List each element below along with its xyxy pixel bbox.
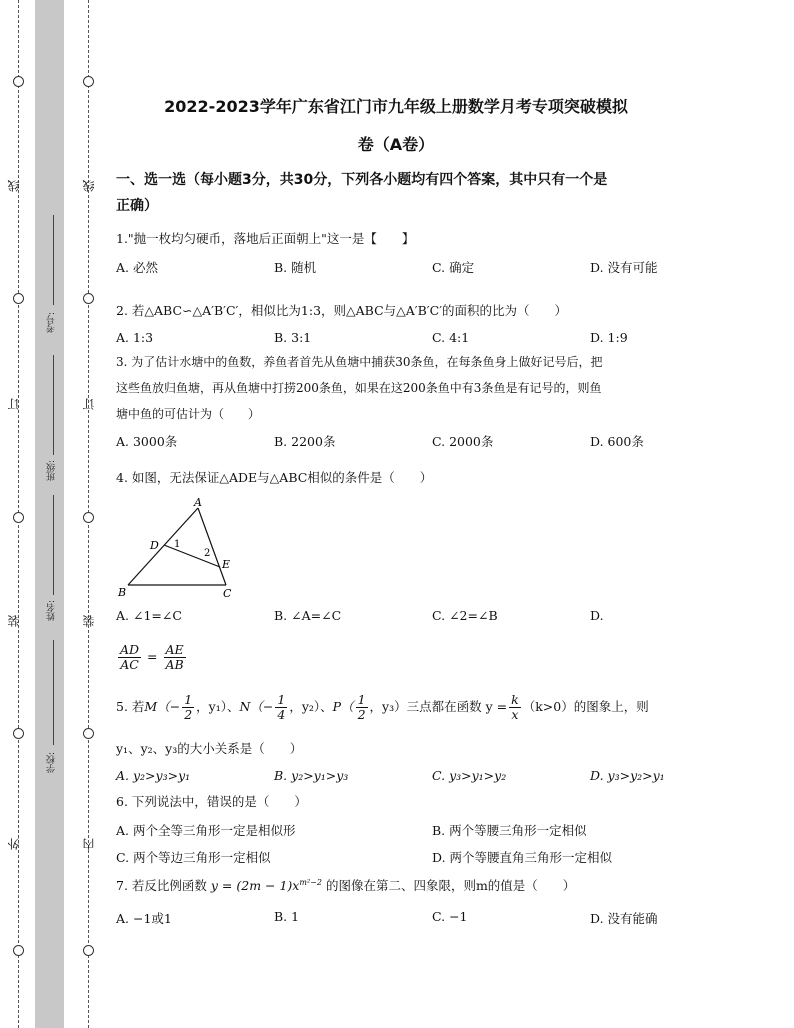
- q7-exponent: m²−2: [299, 877, 322, 887]
- option-b[interactable]: B. 3:1: [274, 330, 312, 345]
- question-3-text: [116, 349, 676, 427]
- angle-2-label: 2: [204, 548, 211, 559]
- binding-hole: [13, 293, 24, 304]
- name-field[interactable]: [53, 495, 54, 595]
- question-1-text: 1."抛一枚均匀硬币，落地后正面朝上"这一是【 】: [116, 231, 415, 246]
- vertex-d-label: D: [150, 539, 159, 552]
- exam-number-label: 考号:: [47, 312, 57, 334]
- option-b[interactable]: B. 随机: [274, 260, 317, 275]
- margin-label-outside: 外: [7, 838, 21, 850]
- fraction-numerator: AD: [120, 642, 140, 657]
- option-c[interactable]: C. −1: [432, 909, 468, 924]
- vertex-b-label: B: [118, 586, 127, 599]
- option-d-formula[interactable]: [116, 643, 188, 672]
- q5-point-p: P（: [332, 699, 354, 714]
- binding-hole: [83, 945, 94, 956]
- margin-label-line: 线: [82, 180, 96, 192]
- fraction-denominator: AC: [120, 657, 139, 672]
- question-4-text: 4. 如图，无法保证△ADE与△ABC相似的条件是（ ）: [116, 470, 433, 485]
- option-d[interactable]: D. 没有可能: [590, 260, 658, 275]
- option-b[interactable]: B. ∠A=∠C: [274, 608, 342, 623]
- fraction-denominator: x: [511, 707, 519, 722]
- fraction-numerator: 1: [184, 692, 193, 707]
- binding-hole: [83, 76, 94, 87]
- class-label: 班级:: [47, 460, 57, 482]
- q5-suffix: （k>0）的图象上，则: [522, 699, 649, 714]
- fraction-numerator: 1: [277, 692, 286, 707]
- question-6-options-row2: [116, 848, 676, 866]
- vertex-e-label: E: [222, 558, 231, 571]
- fraction-denominator: 4: [277, 707, 286, 722]
- fraction: [275, 693, 287, 722]
- question-3-line1: 3. 为了估计水塘中的鱼数，养鱼者首先从鱼塘中捕获30条鱼，在每条鱼身上做好记号后，把: [116, 355, 603, 369]
- fraction-denominator: 2: [184, 707, 193, 722]
- option-c[interactable]: C. 确定: [432, 260, 475, 275]
- q5-y1: ，y₁）、: [196, 699, 240, 714]
- page-title-line2: 卷（A卷）: [357, 135, 435, 154]
- binding-margin: [0, 0, 100, 1028]
- option-b[interactable]: B. y₂>y₁>y₃: [274, 768, 349, 783]
- option-d[interactable]: D. y₃>y₂>y₁: [590, 768, 665, 783]
- question-3-options: [116, 432, 676, 450]
- option-a[interactable]: A. 1:3: [116, 330, 154, 345]
- binding-hole: [83, 512, 94, 523]
- option-d[interactable]: D. 1:9: [590, 330, 628, 345]
- fraction-ad-ac: [118, 643, 141, 672]
- equals-sign: =: [147, 649, 158, 664]
- fraction-numerator: AE: [165, 642, 184, 657]
- margin-label-bind: 订: [7, 398, 21, 410]
- fraction-k-over-x: [509, 693, 521, 722]
- exam-number-field[interactable]: [53, 215, 54, 305]
- option-d[interactable]: D. 两个等腰直角三角形一定相似: [432, 850, 613, 865]
- margin-label-staple: 装: [7, 615, 21, 627]
- fraction-ae-ab: [164, 643, 186, 672]
- q5-point-n: N（−: [239, 699, 274, 714]
- margin-label-line: 线: [7, 180, 21, 192]
- fraction-numerator: k: [511, 692, 519, 707]
- question-2-text: 2. 若△ABC∽△A′B′C′，相似比为1:3，则△ABC与△A′B′C′的面积的比为（ ）: [116, 303, 568, 318]
- fraction-numerator: 1: [357, 692, 366, 707]
- option-c[interactable]: C. y₃>y₁>y₂: [432, 768, 507, 783]
- name-label: 姓名:: [47, 600, 57, 622]
- question-6-options-row1: [116, 821, 676, 839]
- binding-hole: [83, 728, 94, 739]
- margin-label-bind: 订: [82, 398, 96, 410]
- option-b[interactable]: B. 1: [274, 909, 300, 924]
- q5-y2: ，y₂）、: [289, 699, 333, 714]
- q7-suffix: 的图像在第二、四象限，则m的值是（ ）: [325, 878, 576, 893]
- option-b[interactable]: B. 两个等腰三角形一定相似: [432, 823, 587, 838]
- question-3-line2: 这些鱼放归鱼塘，再从鱼塘中打捞200条鱼，如果在这200条鱼中有3条鱼是有记号的，则鱼: [116, 381, 602, 395]
- question-5-text: [116, 693, 676, 722]
- binding-hole: [13, 945, 24, 956]
- option-d[interactable]: D. 600条: [590, 434, 644, 449]
- option-a[interactable]: A. 必然: [116, 260, 158, 275]
- option-d[interactable]: D.: [590, 608, 604, 623]
- binding-hole: [83, 293, 94, 304]
- option-c[interactable]: C. ∠2=∠B: [432, 608, 498, 623]
- option-a[interactable]: A. 两个全等三角形一定是相似形: [116, 823, 296, 838]
- option-d[interactable]: D. 没有能确: [590, 911, 658, 926]
- option-a[interactable]: A. 3000条: [116, 434, 178, 449]
- question-6-text: 6. 下列说法中，错误的是（ ）: [116, 794, 307, 809]
- angle-1-label: 1: [174, 539, 181, 550]
- class-field[interactable]: [53, 355, 54, 455]
- question-7-text: [116, 876, 676, 894]
- fraction-denominator: 2: [357, 707, 366, 722]
- q7-prefix: 7. 若反比例函数: [116, 878, 207, 893]
- question-2-options: [116, 330, 676, 348]
- question-4-options: [116, 608, 676, 626]
- page-title-line1: 2022-2023学年广东省江门市九年级上册数学月考专项突破模拟: [164, 97, 628, 116]
- gray-band: [35, 0, 64, 1028]
- school-label: 学校:: [47, 752, 57, 774]
- triangle-figure: [116, 494, 236, 602]
- section-heading: [116, 167, 676, 219]
- vertex-c-label: C: [223, 587, 232, 600]
- option-b[interactable]: B. 2200条: [274, 434, 336, 449]
- question-3-line3: 塘中鱼的可估计为（ ）: [116, 407, 261, 421]
- margin-label-staple: 装: [82, 615, 96, 627]
- option-c[interactable]: C. 4:1: [432, 330, 470, 345]
- option-a[interactable]: A. ∠1=∠C: [116, 608, 182, 623]
- margin-label-inside: 内: [82, 838, 96, 850]
- q7-formula: y = (2m − 1)x: [210, 878, 300, 893]
- fraction: [356, 693, 368, 722]
- binding-hole: [13, 512, 24, 523]
- option-c[interactable]: C. 两个等边三角形一定相似: [116, 850, 271, 865]
- question-7-options: [116, 909, 676, 927]
- question-5-line2: y₁、y₂、y₃的大小关系是（ ）: [116, 741, 303, 756]
- question-1-options: [116, 258, 676, 276]
- q5-point-m: M（−: [144, 699, 181, 714]
- question-5-options: [116, 768, 676, 786]
- option-a[interactable]: A. −1或1: [116, 911, 172, 926]
- fraction-denominator: AB: [165, 657, 184, 672]
- section-heading-line2: 正确）: [116, 198, 158, 214]
- school-field[interactable]: [53, 640, 54, 745]
- fraction: [182, 693, 194, 722]
- section-heading-line1: 一、选一选（每小题3分，共30分，下列各小题均有四个答案，其中只有一个是: [116, 172, 608, 188]
- binding-hole: [13, 728, 24, 739]
- binding-hole: [13, 76, 24, 87]
- vertex-a-label: A: [194, 496, 202, 509]
- option-c[interactable]: C. 2000条: [432, 434, 494, 449]
- q5-y3: ，y₃）三点都在函数 y =: [369, 699, 508, 714]
- option-a[interactable]: A. y₂>y₃>y₁: [116, 768, 191, 783]
- q5-prefix: 5. 若: [116, 699, 145, 714]
